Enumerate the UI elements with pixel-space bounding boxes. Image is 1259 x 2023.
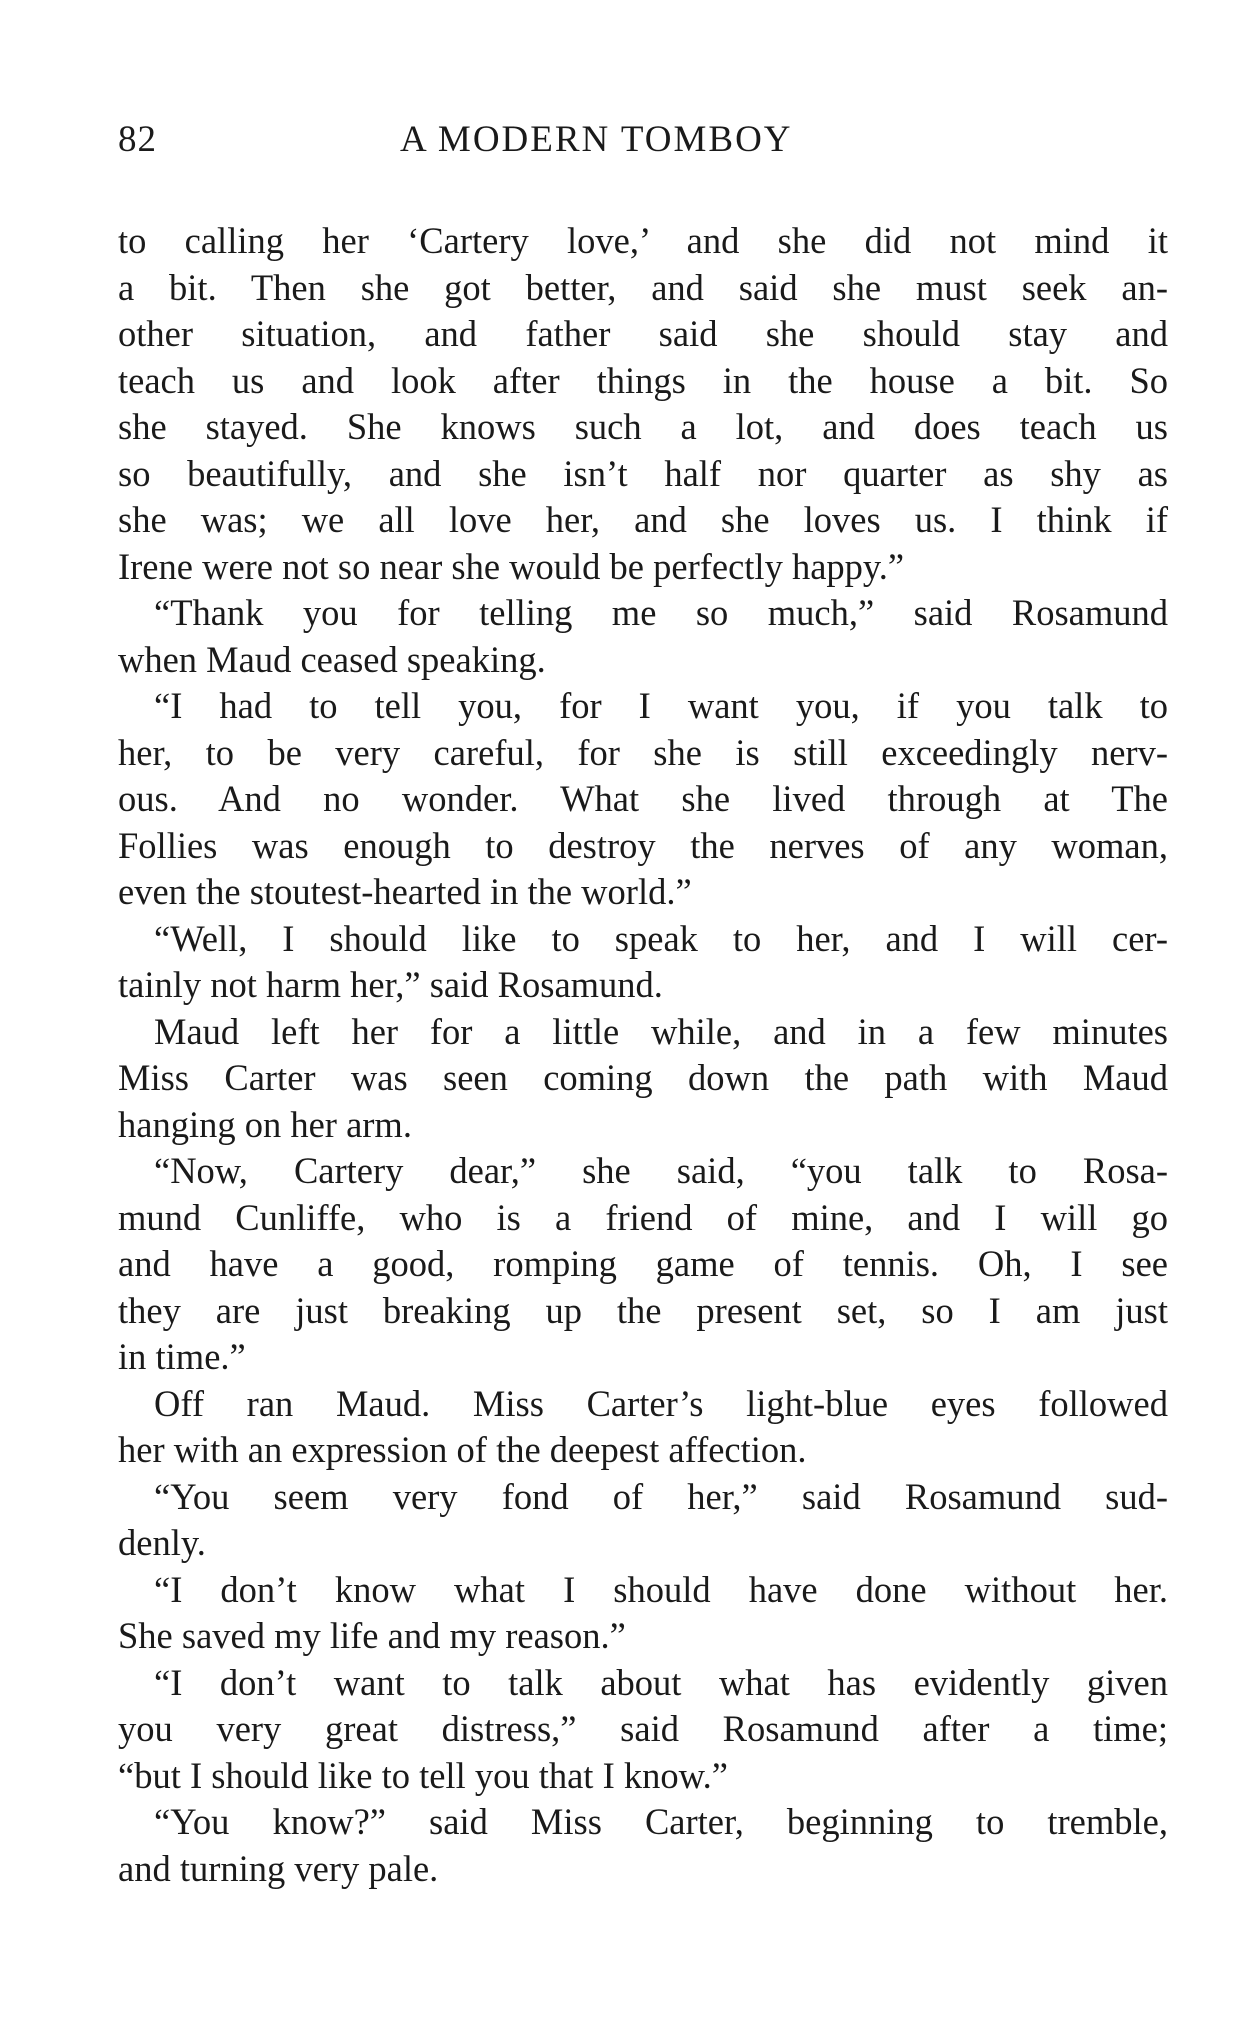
text-line: her, to be very careful, for she is still exceedingly nerv- [118,731,1168,773]
text-line: Follies was enough to destroy the nerves of any woman, [118,824,1168,866]
text-line: Miss Carter was seen coming down the path with Maud [118,1057,1168,1098]
text-line: “I don’t want to talk about what has evidently given [154,1661,1168,1703]
text-line: in time.” [118,1336,246,1377]
text-line: mund Cunliffe, who is a friend of mine, and I will go [118,1196,1168,1238]
text-line: “Well, I should like to speak to her, and I will cer- [154,917,1168,959]
text-line: her with an expression of the deepest affection. [118,1429,807,1470]
text-line: to calling her ‘Cartery love,’ and she did not mind it [118,220,1168,261]
body-text [118,218,1168,1892]
text-line: teach us and look after things in the house a bit. So [118,359,1168,401]
text-line: tainly not harm her,” said Rosamund. [118,964,663,1005]
text-line: other situation, and father said she should stay and [118,313,1168,354]
text-line: Irene were not so near she would be perfectly happy.” [118,545,905,587]
text-line: she was; we all love her, and she loves us. I think if [118,499,1168,540]
text-line: Off ran Maud. Miss Carter’s light-blue eyes followed [154,1382,1168,1424]
text-line: “Now, Cartery dear,” she said, “you talk to Rosa- [154,1150,1168,1191]
page-number: 82 [118,119,157,160]
text-line: “You seem very fond of her,” said Rosamund sud- [154,1475,1168,1517]
page-header [118,118,1168,170]
text-line: Maud left her for a little while, and in a few minutes [154,1010,1168,1052]
text-line: denly. [118,1522,206,1563]
text-line: when Maud ceased speaking. [118,638,546,680]
text-line: She saved my life and my reason.” [118,1615,626,1656]
text-line: “but I should like to tell you that I know.” [118,1754,728,1796]
text-line: a bit. Then she got better, and said she must seek an- [118,266,1168,308]
text-line: you very great distress,” said Rosamund after a time; [118,1708,1168,1749]
text-line: “You know?” said Miss Carter, beginning to tremble, [154,1801,1168,1842]
text-line: even the stoutest-hearted in the world.” [118,871,692,912]
text-line: “I had to tell you, for I want you, if you talk to [154,685,1168,726]
text-line: she stayed. She knows such a lot, and does teach us [118,406,1168,447]
text-line: so beautifully, and she isn’t half nor quarter as shy as [118,452,1168,494]
text-line: and have a good, romping game of tennis. Oh, I see [118,1243,1168,1284]
text-line: “Thank you for telling me so much,” said Rosamund [154,592,1168,633]
running-title: A MODERN TOMBOY [400,119,793,160]
text-line: they are just breaking up the present set, so I am just [118,1289,1168,1331]
text-line: hanging on her arm. [118,1103,412,1145]
text-line: ous. And no wonder. What she lived through at The [118,778,1168,819]
text-line: and turning very pale. [118,1847,439,1889]
text-line: “I don’t know what I should have done without her. [154,1568,1168,1610]
